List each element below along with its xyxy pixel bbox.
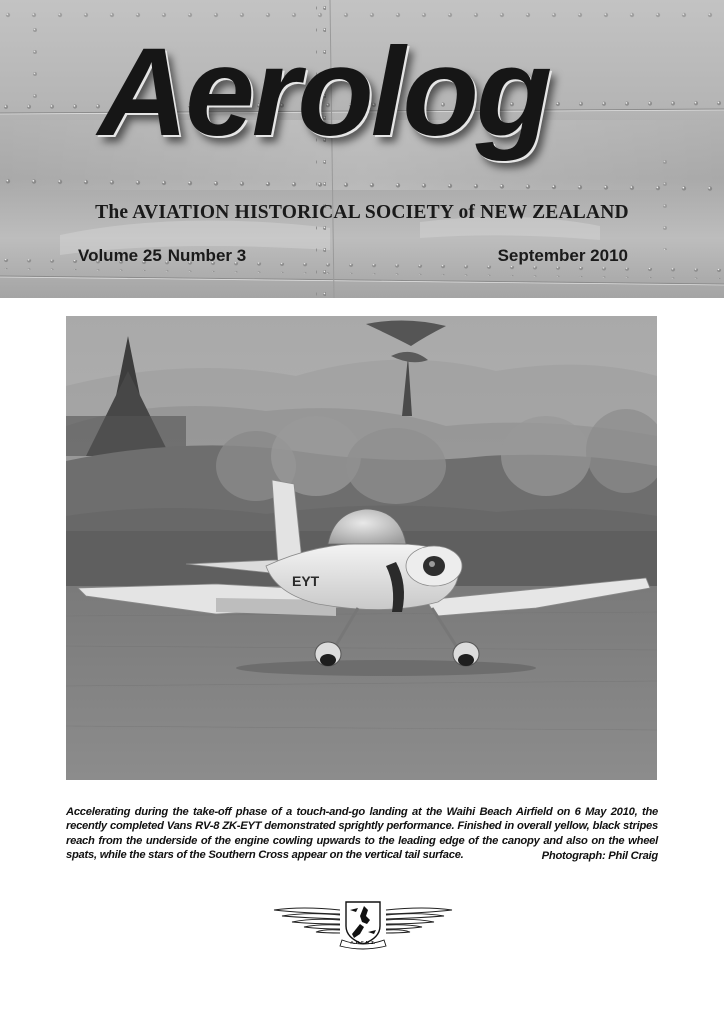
masthead (0, 0, 724, 298)
number-label: Number 3 (167, 246, 247, 265)
aircraft-takeoff-photo (66, 316, 657, 780)
society-name: The AVIATION HISTORICAL SOCIETY of NEW ZEALAND (95, 202, 629, 223)
magazine-title-logo: Aerolog (98, 23, 550, 162)
issue-info (78, 246, 246, 266)
registration-text: EYT (292, 573, 320, 589)
photo-caption: Accelerating during the take-off phase of a touch-and-go landing at the Waihi Beach Airfield on 6 May 2010, the recently completed Vans RV-8 ZK-EYT demonstrated sprightly performance. Finished in overall yellow, black stripes reach from the underside of the engine cowling upwards to the leading edge of the canopy and also on the wheel spats, while the stars of the Southern Cross appear on the vertical tail surface. (66, 806, 658, 861)
issue-date: September 2010 (497, 246, 628, 265)
emblem-banner-text: A.H.S.N.Z. (350, 940, 376, 945)
volume-label: Volume 25 (78, 246, 162, 265)
photo-credit: Photograph: Phil Craig (541, 850, 658, 862)
cover-photograph (66, 316, 657, 780)
